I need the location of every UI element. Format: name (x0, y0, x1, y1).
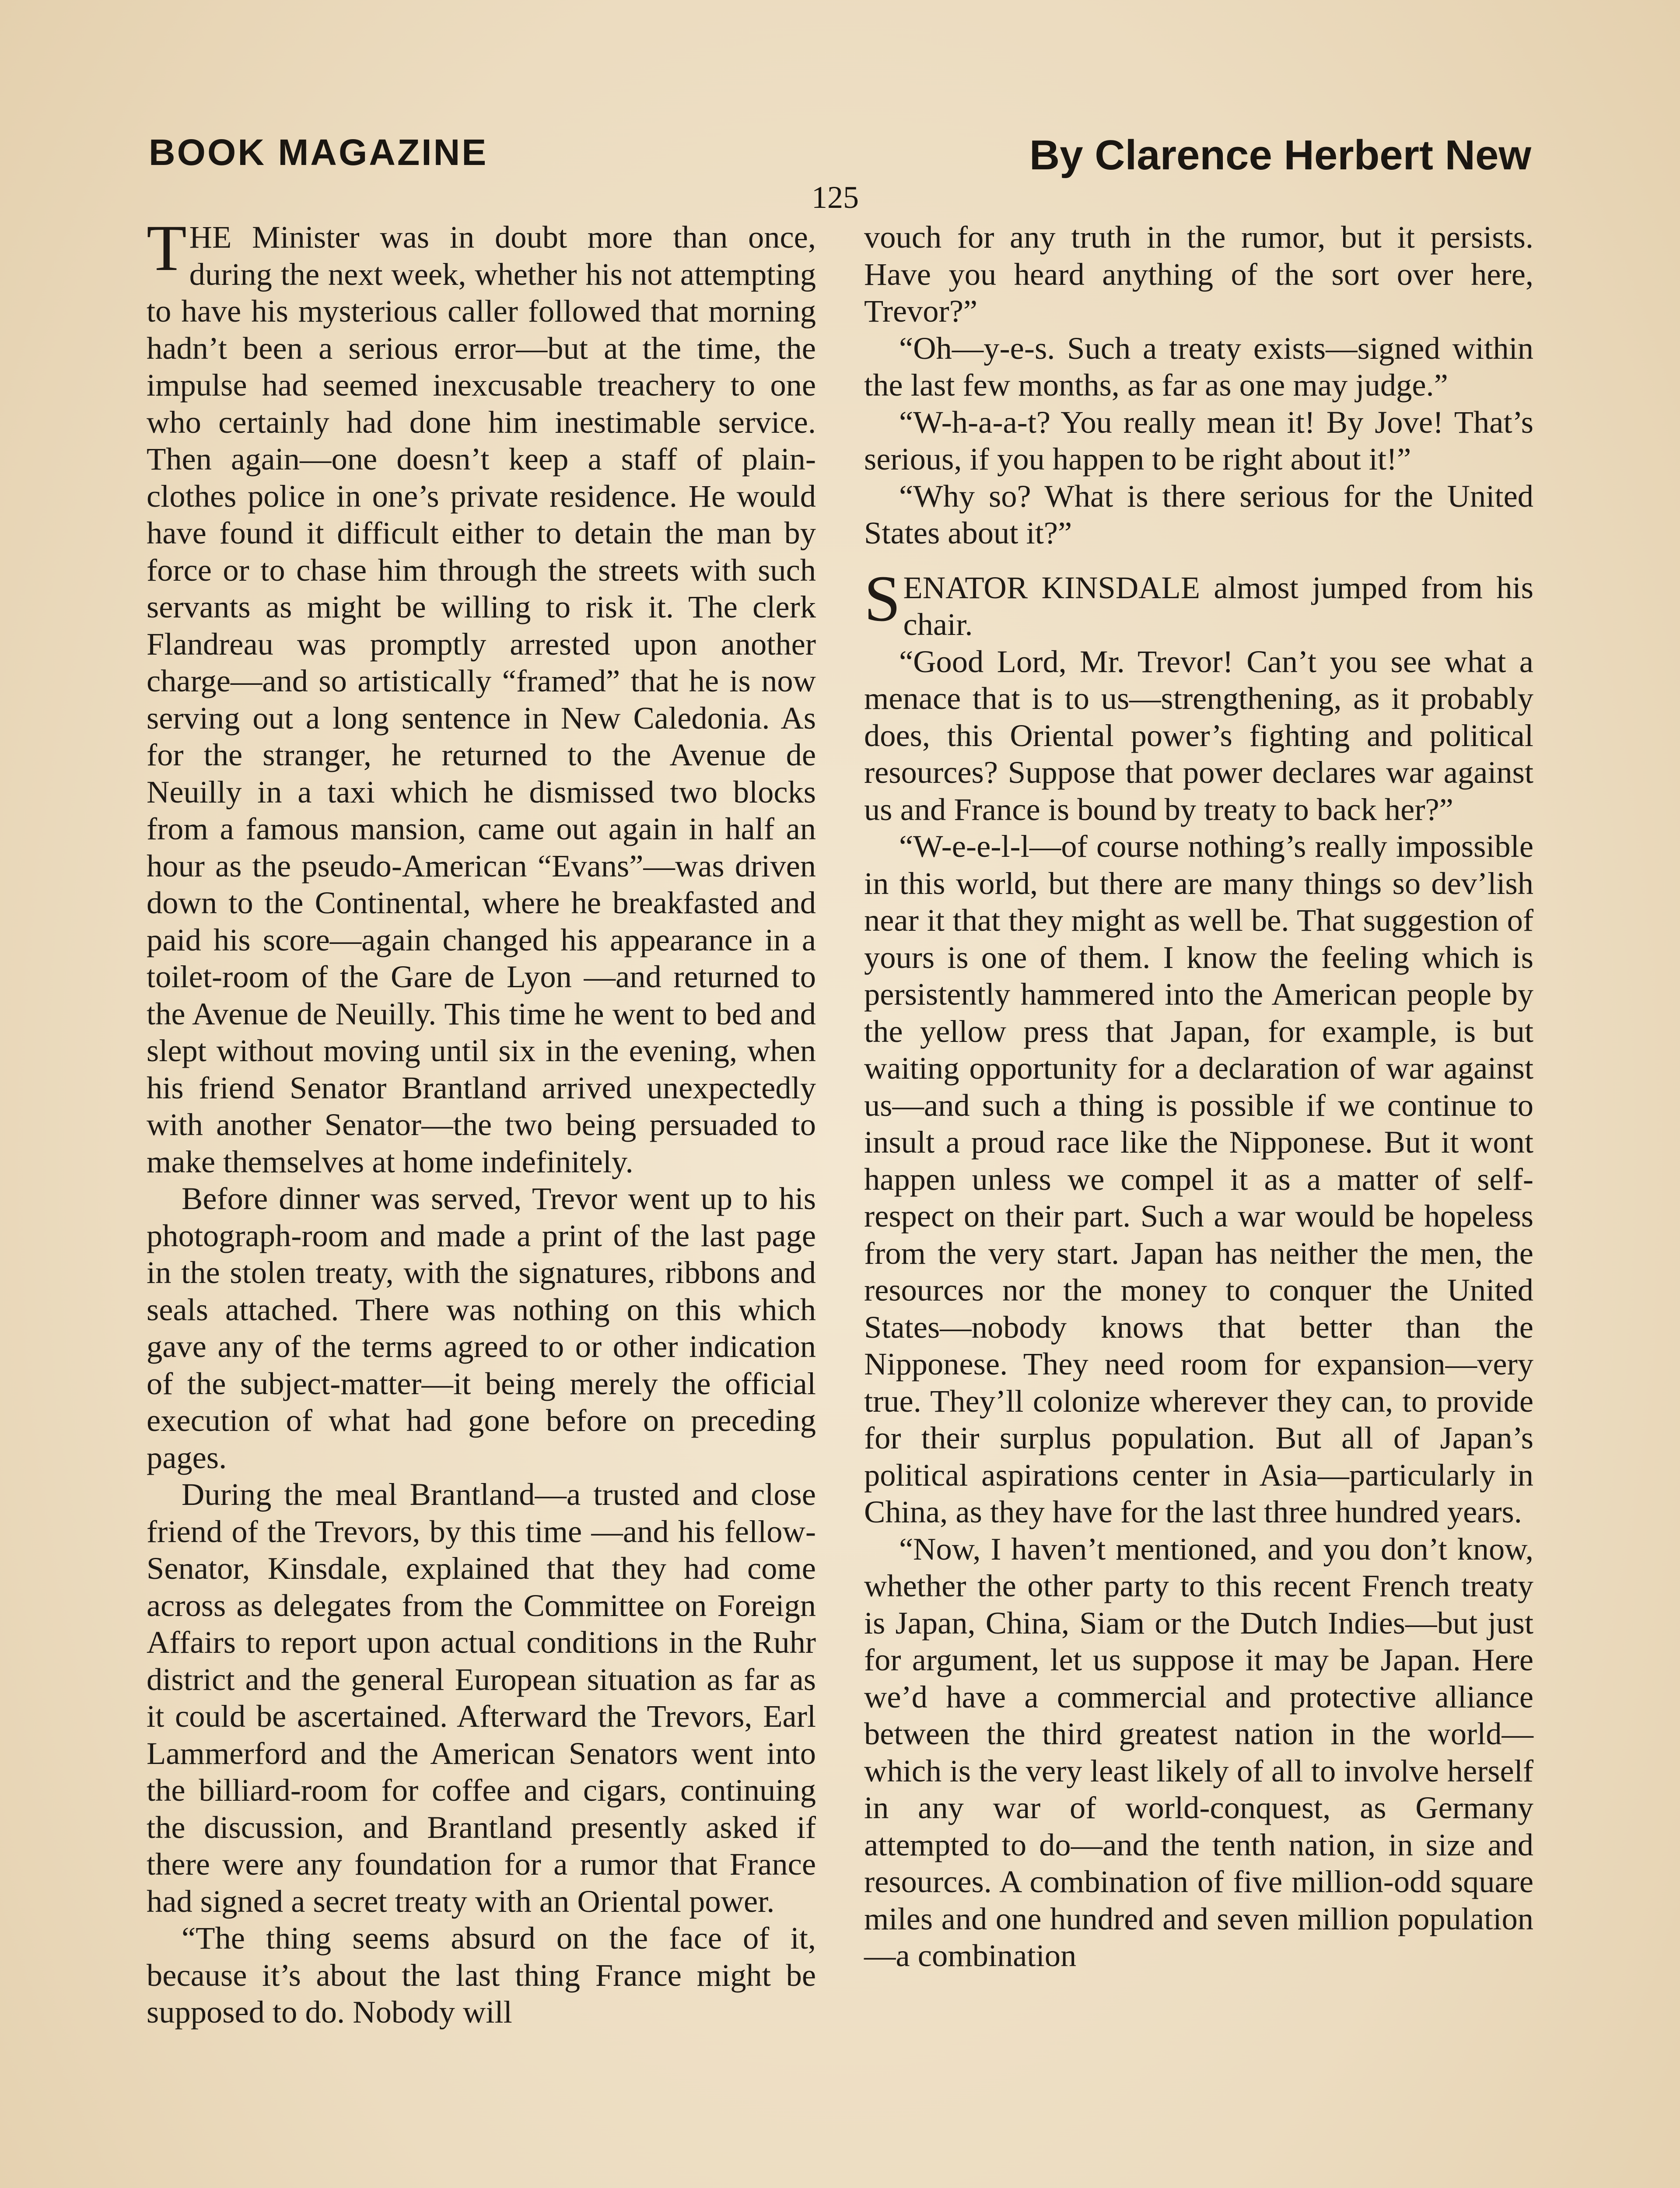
paragraph: “Now, I haven’t mentioned, and you don’t know, whether the other party to this recent French treaty is Japan, China, Siam or the Dutch Indies—but just for argument, let us suppose it may be Japan. Here we’d have a commercial and protective alliance between the third greatest nation in the world—which is the very least likely of all to involve herself in any war of world-conquest, as Germany attempted to do—and the tenth nation, in size and resources. A combination of five million-odd square miles and one hundred and seven million population—a combination (864, 1531, 1533, 1973)
paragraph-text: ENATOR KINSDALE almost jumped from his chair. (903, 569, 1533, 642)
paragraph: “W-h-a-a-t? You really mean it! By Jove! That’s serious, if you happen to be right about it!” (864, 404, 1533, 477)
page-number: 125 (812, 180, 859, 215)
left-column (147, 212, 816, 2031)
section-break (864, 552, 1533, 569)
paragraph: “The thing seems absurd on the face of it, because it’s about the last thing France might be supposed to do. Nobody will (147, 1920, 816, 2030)
paragraph (147, 212, 816, 1180)
right-column (864, 219, 1533, 1974)
paragraph: “Oh—y-e-s. Such a treaty exists—signed within the last few months, as far as one may judge.” (864, 330, 1533, 403)
paragraph-text: HE Minister was in doubt more than once, during the next week, whether his not attempting to have his mysterious caller followed that morning hadn’t been a serious error—but at the time, the impulse had seemed inexcusable treachery to one who certainly had done him inestimable service. Then again—one doesn’t keep a staff of plain-clothes police in one’s private residence. He would have found it difficult either to detain the man by force or to chase him through the streets with such servants as might be willing to risk it. The clerk Flandreau was promptly arrested upon another charge—and so artistically “framed” that he is now serving out a long sentence in New Caledonia. As for the stranger, he returned to the Avenue de Neuilly in a taxi which he dismissed two blocks from a famous mansion, came out again in half an hour as the pseudo-American “Evans”—was driven down to the Continental, where he breakfasted and paid his score—again changed his appearance in a toilet-room of the Gare de Lyon —and returned to the Avenue de Neuilly. This time he went to bed and slept without moving until six in the evening, when his friend Senator Brantland arrived unexpectedly with another Senator—the two being persuaded to make themselves at home indefinitely. (147, 219, 816, 1179)
paragraph: vouch for any truth in the rumor, but it persists. Have you heard anything of the sort over here, Trevor?” (864, 219, 1533, 329)
paragraph: “Good Lord, Mr. Trevor! Can’t you see what a menace that is to us—strengthening, as it probably does, this Oriental power’s fighting and political resources? Suppose that power declares war against us and France is bound by treaty to back her?” (864, 643, 1533, 827)
drop-cap: T (147, 212, 187, 284)
author-byline: By Clarence Herbert New (1029, 132, 1531, 179)
magazine-title: BOOK MAGAZINE (149, 132, 488, 173)
paragraph: “W-e-e-l-l—of course nothing’s really impossible in this world, but there are many things so dev’lish near it that they might as well be. That suggestion of yours is one of them. I know the feeling which is persistently hammered into the American people by the yellow press that Japan, for example, is but waiting opportunity for a declaration of war against us—and such a thing is possible if we continue to insult a proud race like the Nipponese. But it wont happen unless we compel it as a matter of self-respect on their part. Such a war would be hopeless from the very start. Japan has neither the men, the resources nor the money to conquer the United States—nobody knows that better than the Nipponese. They need room for expansion—very true. They’ll colonize wherever they can, to provide for their surplus population. But all of Japan’s political aspirations center in Asia—particularly in China, as they have for the last three hundred years. (864, 828, 1533, 1529)
drop-cap: S (864, 562, 901, 635)
paragraph (864, 562, 1533, 643)
paragraph: During the meal Brantland—a trusted and close friend of the Trevors, by this time —and his fellow-Senator, Kinsdale, explained that they had come across as delegates from the Committee on Foreign Affairs to report upon actual conditions in the Ruhr district and the general European situation as far as it could be ascertained. Afterward the Trevors, Earl Lammerford and the American Senators went into the billiard-room for coffee and cigars, continuing the discussion, and Brantland presently asked if there were any foundation for a rumor that France had signed a secret treaty with an Oriental power. (147, 1476, 816, 1919)
paragraph: Before dinner was served, Trevor went up to his photograph-room and made a print of the last page in the stolen treaty, with the signatures, ribbons and seals attached. There was nothing on this which gave any of the terms agreed to or other indication of the subject-matter—it being merely the official execution of what had gone before on preceding pages. (147, 1181, 816, 1475)
paragraph: “Why so? What is there serious for the United States about it?” (864, 478, 1533, 551)
